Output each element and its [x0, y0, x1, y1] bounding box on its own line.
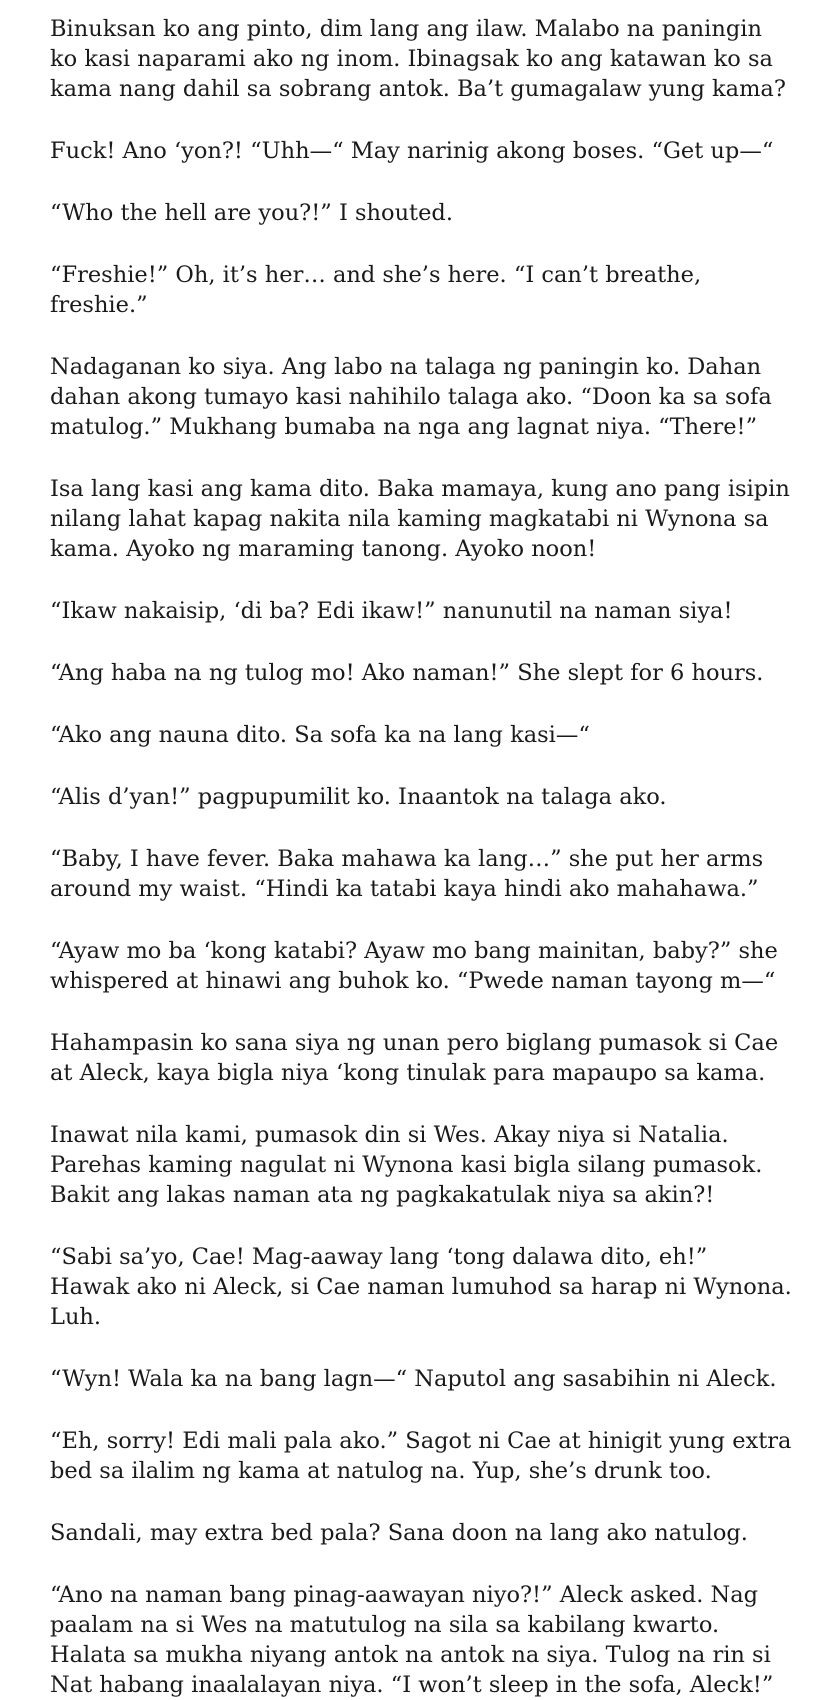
paragraph: “Baby, I have fever. Baka mahawa ka lang…” she put her arms around my waist. “Hindi ka tatabi kaya hindi ako mahahawa.” — [50, 846, 764, 902]
paragraph: “Eh, sorry! Edi mali pala ako.” Sagot ni Cae at hinigit yung extra bed sa ilalim ng kama at natulog na. Yup, she’s drunk too. — [50, 1428, 792, 1484]
paragraph: “Ano na naman bang pinag-aawayan niyo?!” Aleck asked. Nag paalam na si Wes na matutulog na sila sa kabilang kwarto. Halata sa mukha niyang antok na antok na siya. Tulog na rin si Nat habang inaalalayan niya. “I won’t sleep in the sofa, Aleck!” — [50, 1582, 774, 1698]
paragraph: “Ang haba na ng tulog mo! Ako naman!” She slept for 6 hours. — [50, 660, 764, 686]
paragraph: “Ako ang nauna dito. Sa sofa ka na lang kasi—“ — [50, 722, 590, 748]
paragraph: Isa lang kasi ang kama dito. Baka mamaya, kung ano pang isipin nilang lahat kapag nakita nila kaming magkatabi ni Wynona sa kama. Ayoko ng maraming tanong. Ayoko noon! — [50, 476, 790, 562]
paragraph: “Alis d’yan!” pagpupumilit ko. Inaantok na talaga ako. — [50, 784, 667, 810]
paragraph: “Ikaw nakaisip, ‘di ba? Edi ikaw!” nanunutil na naman siya! — [50, 598, 733, 624]
paragraph: “Wyn! Wala ka na bang lagn—“ Naputol ang sasabihin ni Aleck. — [50, 1366, 777, 1392]
paragraph: Sandali, may extra bed pala? Sana doon na lang ako natulog. — [50, 1520, 748, 1546]
paragraph: Hahampasin ko sana siya ng unan pero biglang pumasok si Cae at Aleck, kaya bigla niya ‘kong tinulak para mapaupo sa kama. — [50, 1030, 779, 1086]
paragraph: Fuck! Ano ‘yon?! “Uhh—“ May narinig akong boses. “Get up—“ — [50, 138, 774, 164]
paragraph: Inawat nila kami, pumasok din si Wes. Akay niya si Natalia. Parehas kaming nagulat ni Wynona kasi bigla silang pumasok. Bakit ang lakas naman ata ng pagkakatulak niya sa akin?! — [50, 1122, 763, 1208]
paragraph: Binuksan ko ang pinto, dim lang ang ilaw. Malabo na paningin ko kasi naparami ako ng inom. Ibinagsak ko ang katawan ko sa kama nang dahil sa sobrang antok. Ba’t gumagalaw yung kama? — [50, 16, 786, 102]
paragraph: Nadaganan ko siya. Ang labo na talaga ng paningin ko. Dahan dahan akong tumayo kasi nahihilo talaga ako. “Doon ka sa sofa matulog.” Mukhang bumaba na nga ang lagnat niya. “There!” — [50, 354, 772, 440]
paragraph: “Freshie!” Oh, it’s her… and she’s here. “I can’t breathe, freshie.” — [50, 262, 702, 318]
paragraph: “Sabi sa’yo, Cae! Mag-aaway lang ‘tong dalawa dito, eh!” Hawak ako ni Aleck, si Cae naman lumuhod sa harap ni Wynona. Luh. — [50, 1244, 792, 1330]
paragraph: “Who the hell are you?!” I shouted. — [50, 200, 453, 226]
paragraph: “Ayaw mo ba ‘kong katabi? Ayaw mo bang mainitan, baby?” she whispered at hinawi ang buhok ko. “Pwede naman tayong m—“ — [50, 938, 778, 994]
